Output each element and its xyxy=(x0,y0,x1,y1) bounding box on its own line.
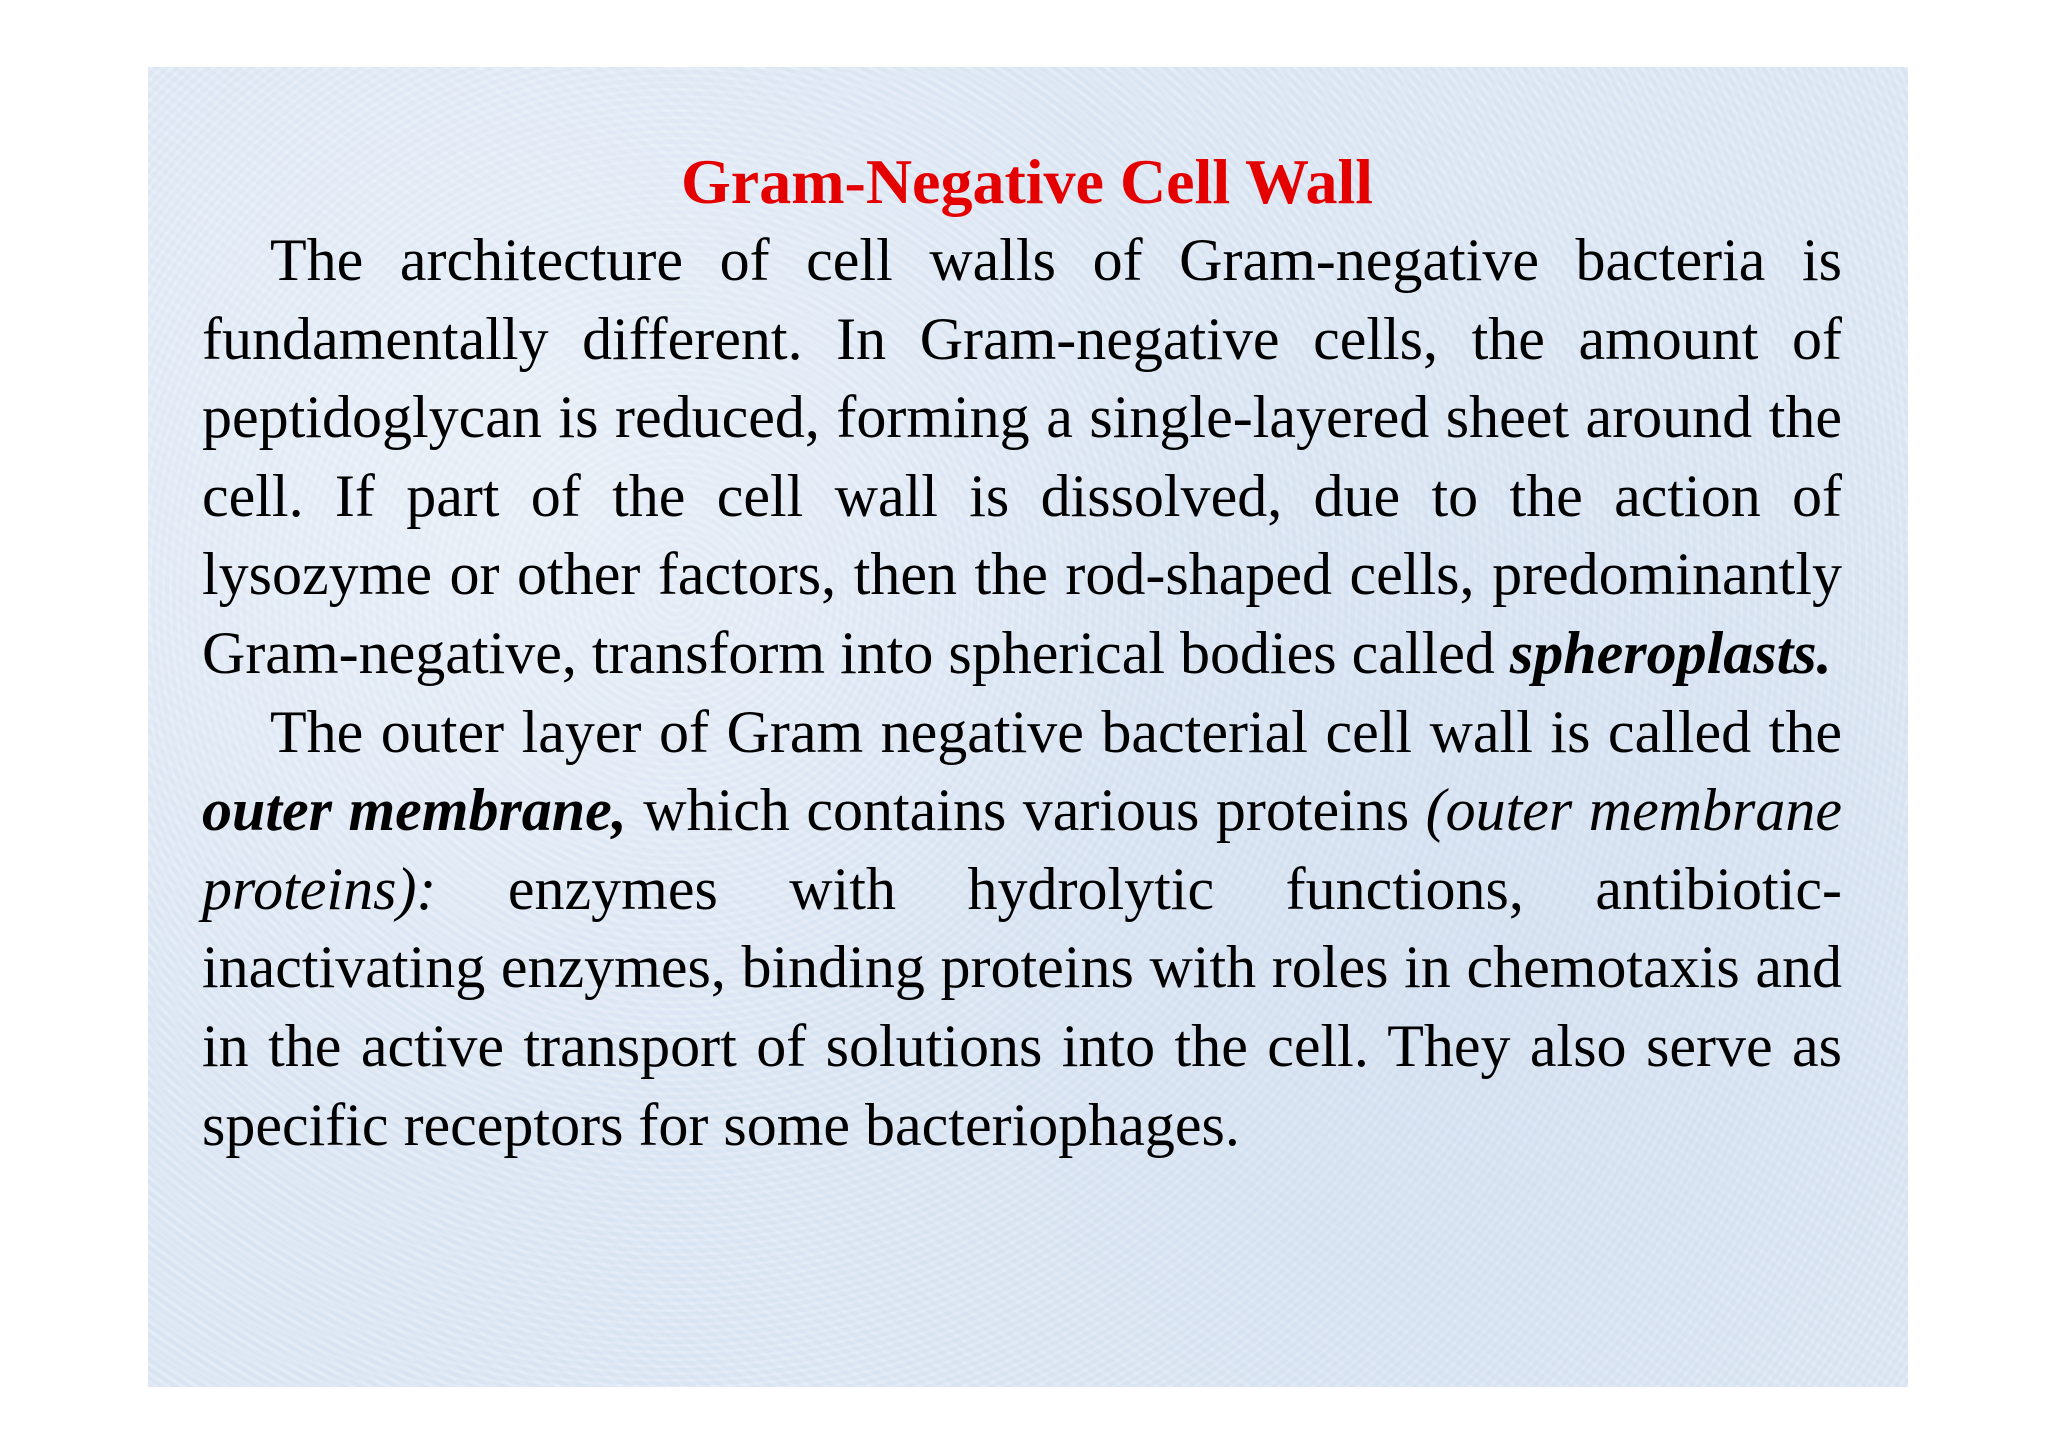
outer-membrane-term: outer membrane, xyxy=(202,777,627,844)
paragraph-2-text-b: which contains various proteins xyxy=(626,777,1426,844)
slide-panel xyxy=(148,67,1908,1387)
slide-content xyxy=(202,143,1842,1164)
paragraph-2 xyxy=(202,693,1842,1165)
paragraph-2-text-c: enzymes with hydrolytic functions, antibiotic-inactivating enzymes, binding proteins with roles in chemotaxis and in the active transport of solutions into the cell. They also serve as specific receptors for some bacteriophages. xyxy=(202,855,1842,1158)
spheroplasts-term: spheroplasts. xyxy=(1509,619,1832,686)
paragraph-1 xyxy=(202,221,1842,693)
slide-title: Gram-Negative Cell Wall xyxy=(681,146,1373,217)
outer-membrane-proteins-term: (outer membrane proteins): xyxy=(202,777,1843,922)
paragraph-1-text: The architecture of cell walls of Gram-negative bacteria is fundamentally different. In Gram-negative cells, the amount of peptidoglycan is reduced, forming a single-layered sheet around the cell. If part of the cell wall is dissolved, due to the action of lysozyme or other factors, then the rod-shaped cells, predominantly Gram-negative, transform into spherical bodies called xyxy=(202,227,1842,686)
paragraph-2-text-a: The outer layer of Gram negative bacterial cell wall is called the xyxy=(270,698,1842,765)
